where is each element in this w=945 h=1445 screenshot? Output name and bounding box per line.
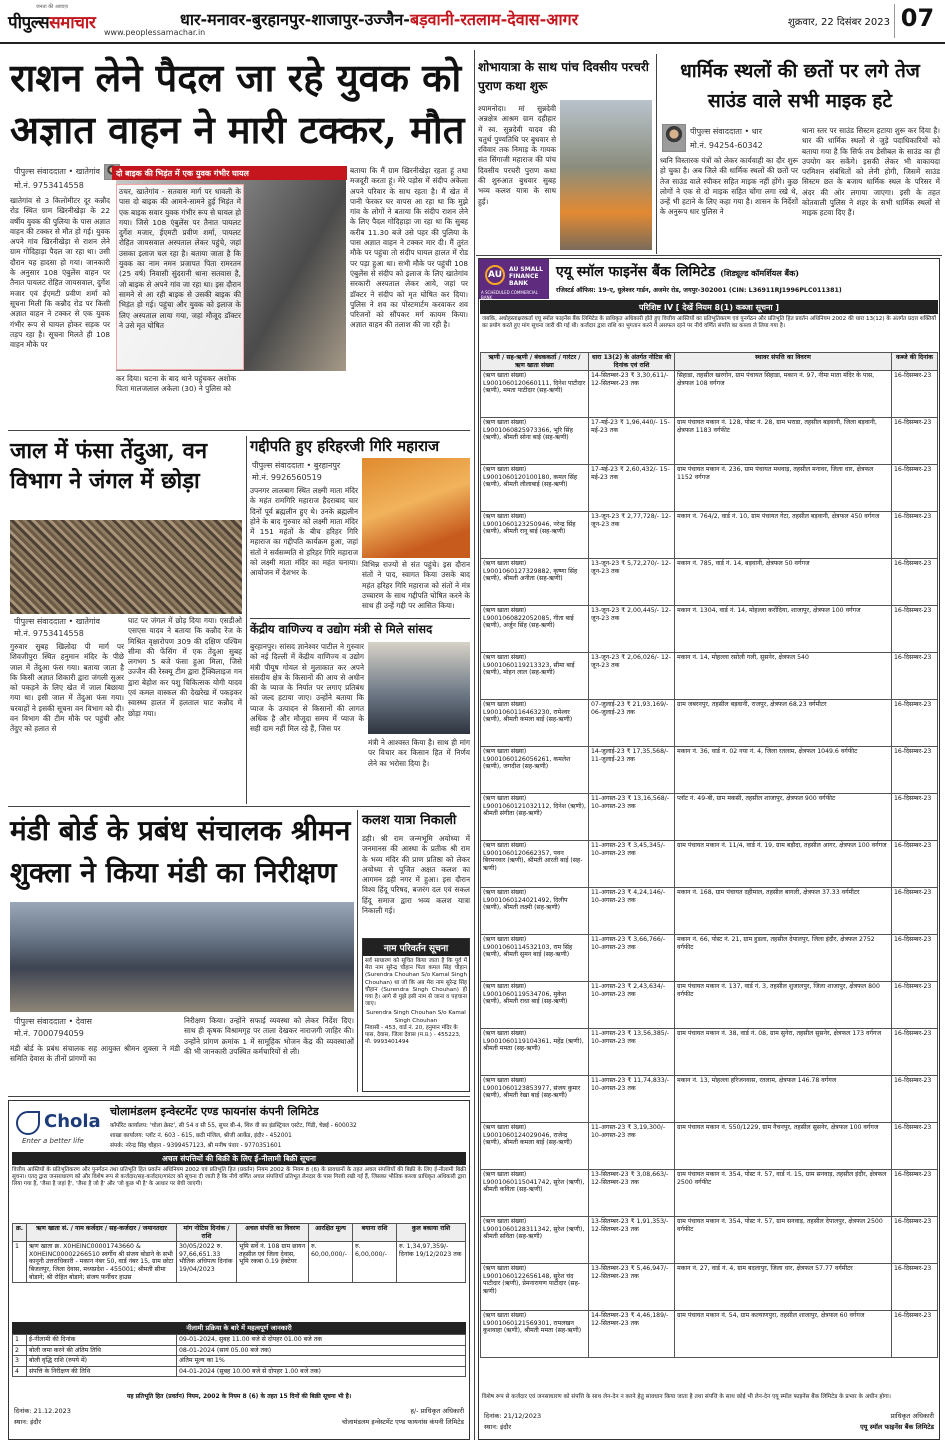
mobile-giri: मो.नं. 9926560519	[252, 473, 322, 482]
au-cell-borrower: (ऋण खाता संख्या) L9001060121032112, दिनेश (ऋणी), श्रीमती संगीता (सह-ऋणी)	[481, 794, 589, 841]
article-ration-col1: खातेगांव से 3 किलोमीटर दूर कन्नौद रोड स्थित ग्राम खिरनीखेड़ा के 22 वर्षीय युवक की पुलिया के पास अज्ञात वाहन की टक्कर से मौत हो गई। युवक अपने गांव खिरनीखेड़ा से राशन लेने ग्राम गोदिहाड़ा पैदल जा रहा था। उसी दौरान यह हादसा हो गया। जानकारी के अनुसार 108 एंबुलेंस वाहन पर तैनात पायलट रोहित जायसवाल, दुर्गेश मजार एवं ईएमटी प्रवीण शर्मा को सूचना मिली कि कन्नौद रोड पर किसी अज्ञात वाहन ने टक्कर से एक युवक गंभीर रूप से घायल होकर सड़क पर तड़प रहा है। सूचना मिलते ही 108 वाहन मौके पर	[10, 196, 110, 350]
au-cell-notice: 17-मई-23 ₹ 1,96,440/- 15-मई-23 तक	[589, 418, 675, 465]
table-row	[481, 982, 938, 1029]
au-cell-property: मकान नं. 36, वार्ड नं. 02 नया नं. 4, जिला रतलाम, क्षेत्रफल 1049.6 वर्गफीट	[675, 747, 892, 794]
table-row	[13, 1242, 466, 1283]
schedule-no: 3	[13, 1356, 27, 1367]
au-place: स्थान: इंदौर	[484, 1423, 512, 1431]
au-cell-borrower: (ऋण खाता संख्या) L9001060122656148, सुरेश चंद पाटीदार (ऋणी), प्रेमनारायण पाटीदार (सह-ऋणी)	[481, 1264, 589, 1311]
table-row	[481, 1123, 938, 1170]
au-cell-notice: 13-जून-23 ₹ 2,06,026/- 12-जून-23 तक	[589, 653, 675, 700]
article-dharmik-col2: थाना स्तर पर साउंड सिस्टम हटाया शुरू कर दिया है। धार की धार्मिक स्थलों से जुड़े पदाधिकारियों को बताया गया है कि सिर्फ तय डेसीबल के साउंड का ही उपयोग कर सकेंगे। इसकी लेकर भी वाकायदा परमिशन संबंधितों को लेनी होगी, जिसमें साउंड सिस्टम छत के बजाय धार्मिक स्थल के परिसर में अंदर की ओर लगाया जाएगा। इसी के तहत कोतवाली पुलिस ने शहर के सभी धार्मिक स्थलों से माइक हटवा दिए हैं।	[802, 126, 940, 218]
au-cell-borrower: (ऋण खाता संख्या) L9001060120660111, दिनेश पाटीदार (ऋणी), ममता पाटीदार (सह-ऋणी)	[481, 371, 589, 418]
chola-footer-note: यह प्रतिभूति हित (प्रवर्तन) नियम, 2002 के नियम 8 (6) के तहत 15 दिनों की बिक्री सूचना भी है।	[126, 1393, 352, 1400]
logo-url: www.peoplessamachar.in	[104, 28, 206, 37]
byline-mandi: पीपुल्स संवाददाता • देवास	[14, 1017, 92, 1026]
au-cell-date: 16-दिसम्बर-23	[892, 559, 938, 606]
byline-giri: पीपुल्स संवाददाता • बुरहानपुर	[252, 461, 341, 470]
logo-name	[8, 10, 95, 33]
au-logo-name: AU SMALL FINANCE BANK	[509, 266, 544, 287]
au-cell-notice: 11-अगस्त-23 ₹ 3,45,345/- 10-अगस्त-23 तक	[589, 841, 675, 888]
article-ration-col2: ठचर, खातेगांव - सतवास मार्ग पर धावली के पास दो बाइक की आमने-सामने हुई भिड़ंत में एक बाइक सवार युवक गंभीर रूप से घायल हो गया। जिसे 108 एंबुलेंस पर तैनात पायलट दुर्गेश मजार, ईएमटी प्रवीण शर्मा, पायलट रोहित जायसवाल अस्पताल लेकर पहुंचे, जहां उसका इलाज चल रहा है। बताया जाता है कि युवक का नाम नमन प्रजापत पिता रामरतन (25 वर्ष) निवासी सुंदरानी थाना सतवास है, जो बाइक से अपने गांव जा रहा था। इस दौरान सामने से आ रही बाइक से उसकी बाइक की भिड़ंत हो गई। पहुंचा और युवक को इलाज के लिए अस्पताल लाया गया, जहां मौजूद डॉक्टर ने उसे मृत घोषित	[116, 184, 244, 370]
subhead-box: दो बाइक की भिड़ंत में एक युवक गंभीर घायल	[112, 166, 347, 180]
article-shobhayatra-col1: श्यामनोदा। मां सुन्नदेवी अन्नक्षेत्र आश्रम ग्राम दहीहार में स्व. सुन्नदेवी यादव की चतुर्थ पुण्यतिथि पर बुधवार से रविवार तक निमाड़ के गायक संत सिंगाजी महाराज की पांच दिवसीय परचरी पुराण कथा की शुरुआत बुधवार सुबह भव्य कलश यात्रा के साथ हुई।	[478, 104, 556, 206]
article-ration-col3: बताया कि मैं ग्राम खिरनीखेड़ा रहता हूं तथा मजदूरी करता हूं। मेरे पड़ोस में संदीप अकेला अपने परिवार के साथ रहता है। मैं खेत में पानी फेरकर घर वापस आ रहा था कि मुझे गांव के लोगों ने बताया कि संदीप राशन लेने के लिए पैदल गोदिहाड़ा जा रहा था कि सुबह करीब 11.30 बजे उसे पहर की पुलिया के पास अज्ञात वाहन ने टक्कर मार दी। मैं तुरंत मौके पर पहुंचा तो संदीप घायल हालत में रोड पर पड़ा हुआ था। सभी मौके पर पहुंची 108 एंबुलेंस से संदीप को इलाज के लिए खातेगांव सरकारी अस्पताल लेकर आये, जहां पर डॉक्टर ने संदीप को मृत घोषित कर दिया। पुलिस ने शव का पोस्टमार्टम करवाकर शव परिजनों को सौंपकर मर्ग कायम किया। अज्ञात वाहन की तलाश की जा रही है।	[350, 166, 468, 330]
divider	[246, 436, 247, 804]
au-cell-borrower: (ऋण खाता संख्या) L9001060119534706, मुकेश (ऋणी), श्रीमती राधा बाई (सह-ऋणी)	[481, 982, 589, 1029]
au-cell-borrower: (ऋण खाता संख्या) L9001060121569301, रामलखन कुशवाहा (ऋणी), श्रीमती ममता (सह-ऋणी)	[481, 1311, 589, 1358]
name-change-title: नाम परिवर्तन सूचना	[363, 939, 469, 956]
chola-branch: शाखा कार्यालय: प्लॉट नं. 603 - 615, छठी मंजिल, श्रीजी आर्केड, इंदौर - 452001	[110, 1133, 292, 1139]
au-cell-property: मकान नं. 764/2, वार्ड नं. 10, ग्राम पंचायत गेटा, तहसील बड़वानी, क्षेत्रफल 450 वर्गगज	[675, 512, 892, 559]
au-cell-property: ग्राम पंचायत मकान नं. 354, पोस्ट नं. 57, वार्ड नं. 15, ग्राम सनवाड़, तहसील इंदौर, क्षेत्रफल 2500 वर्गफीट	[675, 1170, 892, 1217]
au-cell-borrower: (ऋण खाता संख्या) L9001060123853977, संजय कुमार (ऋणी), श्रीमती रेखा बाई (सह-ऋणी)	[481, 1076, 589, 1123]
au-cell-notice: 13-जून-23 ₹ 5,72,270/- 12-जून-23 तक	[589, 559, 675, 606]
article-ration-bottom: कर दिया। घटना के बाद थाने पहुंचकर अशोक पिता मालजलाल अकेला (30) ने पुलिस को	[116, 374, 236, 394]
chola-th-borrower: ऋण खाता सं. / नाम कर्जदार / सह-कर्जदार / जमानतदार	[27, 1224, 177, 1242]
mandi-photo	[10, 902, 354, 1012]
table-row	[481, 935, 938, 982]
au-cell-property: मकान नं. 13, मोहल्ला हरिजनवास, रतलाम, क्षेत्रफल 146.78 वर्गगज	[675, 1076, 892, 1123]
au-cell-property: मकान नं. 168, ग्राम पंचायत दहीमाल, तहसील बागली, क्षेत्रफल 37.33 वर्गमीटर	[675, 888, 892, 935]
schedule-label: ई-नीलामी की दिनांक	[27, 1335, 177, 1346]
au-cell-borrower: (ऋण खाता संख्या) L9001060114532103, राम सिंह (ऋणी), श्रीमती सुमन बाई (सह-ऋणी)	[481, 935, 589, 982]
headline-minister: केंद्रीय वाणिज्य व उद्योग मंत्री से मिले सांसद	[250, 622, 433, 636]
divider	[8, 806, 470, 807]
au-cell-date: 16-दिसम्बर-23	[892, 794, 938, 841]
au-date: दिनांक: 21/12/2023	[484, 1412, 542, 1420]
divider	[476, 255, 942, 256]
table-row	[481, 512, 938, 559]
chola-mark-icon	[16, 1111, 40, 1135]
mobile-dharmik: मो.नं. 94254-60342	[690, 141, 763, 150]
divider	[357, 810, 358, 1092]
au-cell-notice: 07-जुलाई-23 ₹ 21,93,169/- 06-जुलाई-23 तक	[589, 700, 675, 747]
au-cell-property: ग्राम पंचायत मकान नं. 54, ग्राम कल्याणपुरा, तहसील शाजापुर, क्षेत्रफल 60 वर्गगज	[675, 1311, 892, 1358]
page-number: 07	[894, 4, 940, 38]
saint-photo	[362, 458, 470, 558]
chola-demand: 30/05/2022 रु. 97,66,651.33	[179, 1243, 223, 1258]
au-cell-property: प्लॉट नं. 49-बी, ग्राम मकसी, तहसील शाजापुर, क्षेत्रफल 900 वर्गफीट	[675, 794, 892, 841]
au-title	[556, 262, 936, 282]
logo-part1: पीपुल्स	[8, 13, 50, 33]
headline-ration: राशन लेने पैदल जा रहे युवक को अज्ञात वाहन ने मारी टक्कर, मौत	[10, 55, 465, 152]
chola-cell-demand	[177, 1242, 237, 1283]
minister-photo	[368, 642, 470, 734]
au-cell-date: 16-दिसम्बर-23	[892, 935, 938, 982]
au-logo-tag: A SCHEDULED COMMERCIAL BANK	[481, 290, 538, 300]
au-cell-property: मकान नं. 66, पोस्ट नं. 21, ग्राम हुडला, तहसील देपालपुर, जिला इंदौर, क्षेत्रफल 2752 वर्गफीट	[675, 935, 892, 982]
table-row	[481, 1029, 938, 1076]
masthead	[0, 0, 945, 44]
au-address: रजिस्टर्ड ऑफिस: 19-ए, धुलेश्वर गार्डन, अजमेर रोड, जयपुर-302001 (CIN: L36911RJ1996PLC011381)	[556, 287, 842, 294]
au-cell-date: 16-दिसम्बर-23	[892, 465, 938, 512]
au-cell-property: ग्राम पंचायत मकान नं. 354, पोस्ट नं. 57, ग्राम सनवाड़, तहसील देपालपुर, क्षेत्रफल 2500 वर्गफीट	[675, 1217, 892, 1264]
chola-th-property: अचल संपत्ति का विवरण	[237, 1224, 309, 1242]
table-row	[481, 700, 938, 747]
table-row	[13, 1356, 466, 1367]
article-giri-col2: विभिन्न राज्यों से संत पहुंचे। इस दौरान संतों ने पाद, स्वागत किया उसके बाद महंत हरिहर गिरि महाराज को संतों ने मंत्र उच्चारण के साथ गद्दीपति घोषित करने के साथ ही उन्हें गद्दी पर आसित किया।	[362, 560, 470, 611]
au-signatory: प्राधिकृत अधिकारी	[890, 1412, 934, 1420]
headline-giri: गद्दीपति हुए हरिहरजी गिरि महाराज	[250, 437, 440, 455]
schedule-label: बोली वृद्धि राशि (रुपये में)	[27, 1356, 177, 1367]
byline-tendua: पीपुल्स संवाददाता • खातेगांव	[14, 617, 100, 626]
table-row	[481, 371, 938, 418]
au-title-main: एयू स्मॉल फाइनेंस बैंक लिमिटेड	[556, 264, 716, 280]
chola-logo	[16, 1109, 104, 1147]
au-cell-date: 16-दिसम्बर-23	[892, 888, 938, 935]
chola-th-outstanding: कुल बकाया राशि	[397, 1224, 466, 1242]
au-signatory-company: एयू स्मॉल फाइनेंस बैंक लिमिटेड	[860, 1423, 934, 1431]
au-cell-property: ग्राम पंचायत मकान नं. 550/1229, ग्राम नैचनपुर, तहसील सुसनेर, क्षेत्रफल 100 वर्गगज	[675, 1123, 892, 1170]
chola-th-reserve: आरक्षित मूल्य	[309, 1224, 353, 1242]
au-th-date: कब्जे की दिनांक	[892, 353, 938, 371]
au-th-borrower: ऋणी / सह-ऋणी / बंधककर्ता / गारंटर / ऋण खाता संख्या	[481, 353, 589, 371]
au-cell-notice: 14-जुलाई-23 ₹ 17,35,568/- 11-जुलाई-23 तक	[589, 747, 675, 794]
table-row	[481, 465, 938, 512]
schedule-value: 04-01-2024 (सुबह 10.00 बजे से दोपहर 1.00 बजे तक)	[177, 1366, 466, 1377]
au-cell-property: सिहाडा, तहसील खरगोन, ग्राम पंचायत सिहाडा, मकान नं. 97, नीमा माता मंदिर के पास, क्षेत्रफल 108 वर्गगज	[675, 371, 892, 418]
au-cell-borrower: (ऋण खाता संख्या) L9001060116463230, रामेश्वर (ऋणी), श्रीमती कमला बाई (सह-ऋणी)	[481, 700, 589, 747]
article-dharmik-col1: ध्वनि विस्तारक यंत्रों को लेकर कार्यवाही का दौर शुरू हो चुका है। अब जिले की धार्मिक स्थलों की छतों पर तेज साउंड वाले स्पीकर सहित माइक नहीं होंगे। कुछ लोगों ने एक से दो माइक सहित चोंगा लगा रखे थे, उन्हें भी हटाने के लिए कहा गया है। शासन के निर्देशों के अनुरूप धार पुलिस ने	[660, 156, 798, 217]
au-th-notice: धारा 13(2) के अंतर्गत नोटिस की दिनांक एवं राशि	[589, 353, 675, 371]
au-cell-borrower: (ऋण खाता संख्या) L9001060825973366, भूरि सिंह (ऋणी), श्रीमती सोना बाई (सह-ऋणी)	[481, 418, 589, 465]
mobile-mandi: मो.नं. 7000794059	[14, 1029, 84, 1038]
au-cell-notice: 13-सितम्बर-23 ₹ 5,46,947/- 12-सितम्बर-23 तक	[589, 1264, 675, 1311]
leopard-photo	[10, 520, 242, 614]
table-row	[481, 1264, 938, 1311]
au-cell-date: 16-दिसम्बर-23	[892, 841, 938, 888]
au-cell-date: 16-दिसम्बर-23	[892, 512, 938, 559]
chola-cell-no: 1	[13, 1242, 27, 1283]
article-minister-col1: बुरहानपुर। सांसद ज्ञानेश्वर पाटील ने गुरुवार को नई दिल्ली में केंद्रीय वाणिज्य व उद्योग मंत्री पीयूष गोयल से मुलाकात कर अपने संसदीय क्षेत्र के किसानों की आय से अधीन की के प्याज के निर्यात पर लगाए प्रतिबंध को जल्द हटाया जाए। उन्होंने बताया कि प्याज के उत्पादन से किसानों की लागत अधिक है और मौजूदा समय में प्याज के सही दाम नहीं मिल रहे हैं, जिस पर	[250, 642, 364, 734]
byline-ration: पीपुल्स संवाददाता • खातेगांव	[14, 167, 100, 176]
article-giri-col1: उपनगर लालबाग स्थित लक्ष्मी माता मंदिर के महंत रामगिरि महाराज हैदराबाद चार दिनों पूर्व ब्रह्मलीन हुए थे। उनके ब्रह्मलीन होने के बाद गुरुवार को लक्ष्मी माता मंदिर में 151 महंतों के बीच हरिहर गिरि महाराज का गद्दीपति कार्यक्रम हुआ, जहां संतों ने सर्वसम्मति से हरिहर गिरि महाराज को लक्ष्मी माता मंदिर का महंत चनाया। आयोजन में देशभर के	[250, 486, 358, 578]
chola-cell-borrower: ऋण खाता क्र. X0HEINC00001743660 & X0HEINC00002266510 स्वर्गीय श्री संजय बोडाने के सभी कानूनी उत्तराधिकारी - मकान नंबर 50, वार्ड नंबर 15, ग्राम छोटा बिजलपुर, जिला देवास, मध्यप्रदेश - 455001; श्रीमती सीमा बोडाने; श्री रोहित बोडाने; संजय फर्नीचर हाउस	[27, 1242, 177, 1283]
au-cell-notice: 14-सितम्बर-23 ₹ 3,30,611/- 12-सितम्बर-23 तक	[589, 371, 675, 418]
name-change-signature: Surendra Singh Chouhan S/o Kamal Singh Chouhan	[366, 1010, 466, 1024]
chola-schedule-table	[12, 1334, 466, 1386]
au-cell-notice: 13-सितम्बर-23 ₹ 3,08,663/- 12-सितम्बर-23 तक	[589, 1170, 675, 1217]
au-cell-notice: 11-अगस्त-23 ₹ 3,19,300/- 10-अगस्त-23 तक	[589, 1123, 675, 1170]
au-cell-notice: 11-अगस्त-23 ₹ 3,66,766/- 10-अगस्त-23 तक	[589, 935, 675, 982]
table-row	[481, 888, 938, 935]
chola-possession: भौतिक अधिपत्य दिनांक 19/04/2023	[179, 1258, 233, 1273]
divider	[8, 430, 470, 431]
au-possession-table	[480, 352, 938, 1392]
schedule-no: 2	[13, 1345, 27, 1356]
headline-dharmik: धार्मिक स्थलों की छतों पर लगे तेज साउंड वाले सभी माइक हटे	[680, 60, 920, 112]
au-cell-property: ग्राम जबरनपुर, तहसील बड़वानी, राजपुर, क्षेत्रफल 68.23 वर्गमीटर	[675, 700, 892, 747]
au-cell-property: मकान नं. 14, मोहल्ला रसोली गली, सुसनेर, क्षेत्रफल 540	[675, 653, 892, 700]
chola-logo-tagline: Enter a better life	[22, 1137, 84, 1145]
au-cell-date: 16-दिसम्बर-23	[892, 1264, 938, 1311]
au-cell-date: 16-दिसम्बर-23	[892, 747, 938, 794]
au-cell-notice: 11-अगस्त-23 ₹ 2,43,634/- 10-अगस्त-23 तक	[589, 982, 675, 1029]
au-cell-borrower: (ऋण खाता संख्या) L9001060115041742, सुरेश (ऋणी), श्रीमती कविता (सह-ऋणी)	[481, 1170, 589, 1217]
headline-kalash: कलश यात्रा निकाली	[362, 813, 457, 828]
au-cell-date: 16-दिसम्बर-23	[892, 653, 938, 700]
au-cell-property: मकान नं. 1304, वार्ड नं. 14, मोहल्ला करोंदिया, शाजापुर, क्षेत्रफल 100 वर्गगज	[675, 606, 892, 653]
schedule-value: 08-01-2024 (सायं 05.00 बजे तक)	[177, 1345, 466, 1356]
au-cell-borrower: (ऋण खाता संख्या) L9001060822052085, गीता बाई (ऋणी), अर्जुन सिंह (सह-ऋणी)	[481, 606, 589, 653]
au-footer: विशेष रूप से कर्जदार एवं जनसाधारण को संपत्ति के साथ लेन-देन न करने हेतु सावधान किया जाता है तथा संपत्ति के साथ कोई भी लेन-देन एयू स्मॉल फाइनेंस बैंक लिमिटेड के प्रभार के अधीन होगा।	[482, 1394, 891, 1400]
au-cell-property: ग्राम पंचायत मकान नं. 137, वार्ड नं. 3, तहसील शुजालपुर, जिला शाजापुर, क्षेत्रफल 800 वर्गफीट	[675, 982, 892, 1029]
au-cell-borrower: (ऋण खाता संख्या) L9001060120100180, कमल सिंह (ऋणी), श्रीमती लीलाबाई (सह-ऋणी)	[481, 465, 589, 512]
schedule-label: बोली जमा करने की अंतिम तिथि	[27, 1345, 177, 1356]
schedule-value: 09-01-2024, सुबह 11.00 बजे से दोपहर 01.00 बजे तक	[177, 1335, 466, 1346]
au-cell-notice: 14-सितम्बर-23 ₹ 4,46,189/- 12-सितम्बर-23 तक	[589, 1311, 675, 1358]
name-change-address: निवासी - 453, वार्ड नं. 20, हनुमान मंदिर के पास, देवास, जिला देवास (म.प्र.) - 455223, मो. 9993401494	[365, 1024, 461, 1046]
au-cell-property: मकान नं. 785, वार्ड नं. 14, बड़वानी, क्षेत्रफल 50 वर्गगज	[675, 559, 892, 606]
newspaper-logo	[8, 4, 206, 40]
au-cell-date: 16-दिसम्बर-23	[892, 1123, 938, 1170]
au-cell-borrower: (ऋण खाता संख्या) L9001060119104361, महेंद्र (ऋणी), श्रीमती ममता (सह-ऋणी)	[481, 1029, 589, 1076]
byline-dharmik: पीपुल्स संवाददाता • धार	[690, 127, 763, 136]
logo-part2: समाचार	[49, 13, 96, 33]
au-logo-mark: AU	[485, 265, 505, 285]
headline-tendua: जाल में फंसा तेंदुआ, वन विभाग ने जंगल में छोड़ा	[10, 438, 208, 494]
au-appendix: परिशिष्ट IV [ देखें नियम 8(1) कब्जा सूचना ]	[480, 300, 938, 314]
headline-shobhayatra: शोभायात्रा के साथ पांच दिवसीय परचरी पुराण कथा शुरू	[478, 60, 649, 93]
table-row	[481, 418, 938, 465]
au-title-sub: (शिड्यूल्ड कॉमर्शियल बैंक)	[720, 268, 800, 278]
au-intro: जबकि, अधोहस्ताक्षरकर्ता एयू स्मॉल फाइनेंस बैंक लिमिटेड के प्राधिकृत अधिकारी होते हुए वित्तीय आस्तियों का प्रतिभूतिकरण एवं पुनर्गठन और प्रतिभूति हित प्रवर्तन अधिनियम 2002 की धारा 13(12) के अंतर्गत प्रदत्त शक्तियों का प्रयोग करते हुए मांग सूचना जारी की गई थी। कर्जदार द्वारा राशि का भुगतान करने में असफल रहने पर नीचे वर्णित संपत्ति का कब्जा ले लिया गया है।	[482, 316, 936, 329]
chola-cell-reserve: रु. 60,00,000/-	[309, 1242, 353, 1283]
mobile-ration: मो.नं. 9753414558	[14, 181, 84, 190]
chola-notice-title: अचल संपत्तियों की बिक्री के लिए ई-नीलामी बिक्री सूचना	[12, 1152, 466, 1165]
au-cell-notice: 11-अगस्त-23 ₹ 11,74,833/- 10-अगस्त-23 तक	[589, 1076, 675, 1123]
au-cell-date: 16-दिसम्बर-23	[892, 1170, 938, 1217]
table-row	[481, 559, 938, 606]
reporter-photo	[662, 124, 686, 152]
chola-th-demand: मांग नोटिस दिनांक / राशि	[177, 1224, 237, 1242]
chola-signatory-company: चोलामंडलम इन्वेस्टमेंट एण्ड फायनांस कंपनी लिमिटेड	[341, 1418, 464, 1426]
au-cell-date: 16-दिसम्बर-23	[892, 1217, 938, 1264]
au-logo	[479, 259, 549, 299]
chola-cell-property: भूमि सर्वे नं. 108 ग्राम छायन तहसील एवं जिला देवास, भूमि रकबा 0.19 हेक्टेयर	[237, 1242, 309, 1283]
au-cell-property: ग्राम पंचायत मकान नं. 11/4, वार्ड नं. 19, ग्राम बड़ौदा, तहसील आगर, क्षेत्रफल 100 वर्गगज	[675, 841, 892, 888]
chola-signatory: ह/- प्राधिकृत अधिकारी	[410, 1407, 464, 1415]
au-cell-borrower: (ऋण खाता संख्या) L9001060126056261, कमलेश (ऋणी), जगदीश (सह-ऋणी)	[481, 747, 589, 794]
au-cell-date: 16-दिसम्बर-23	[892, 418, 938, 465]
au-cell-borrower: (ऋण खाता संख्या) L9001060120662357, पवन बिरमनवार (ऋणी), श्रीमती आरती बाई (सह-ऋणी)	[481, 841, 589, 888]
au-cell-notice: 13-जून-23 ₹ 2,00,445/- 12-जून-23 तक	[589, 606, 675, 653]
au-cell-property: मकान नं. 27, वार्ड नं. 4, ग्राम बदलापुर, जिला धार, क्षेत्रफल 57.77 वर्गमीटर	[675, 1264, 892, 1311]
au-cell-date: 16-दिसम्बर-23	[892, 982, 938, 1029]
column-divider	[474, 50, 475, 1440]
table-row	[481, 1076, 938, 1123]
article-tendua-col2: घाट पर जंगल में छोड़ दिया गया। एसडीओ एसएस यादव ने बताया कि कन्नौद रेंज के मिश्रित वृक्षारोपण 309 की दक्षिण पश्चिम सीमा की फेंसिंग में एक तेंदुआ सुबह लगभग 5 बजे फंसा हुआ मिला, जिसे उज्जैन की रेस्क्यू टीम द्वारा ट्रैंक्विलाइज गन द्वारा बेहोश कर पशु चिकित्सक योगी यादव एवं कमल वास्कल की देखरेख में पकड़कर स्वास्थ्य हालत में हलताल घाट कन्नौद में छोड़ा गया।	[128, 616, 242, 718]
schedule-no: 1	[13, 1335, 27, 1346]
au-cell-borrower: (ऋण खाता संख्या) L9001060124021492, दिलीप (ऋणी), श्रीमती लक्ष्मी (सह-ऋणी)	[481, 888, 589, 935]
chola-place: स्थान: इंदौर	[14, 1418, 42, 1426]
chola-intro: वित्तीय आस्तियों के प्रतिभूतिकरण और पुनर्गठन तथा प्रतिभूति हित प्रवर्तन अधिनियम 2002 एवं प्रतिभूति हित (प्रवर्तन) नियम 2002 के नियम 8 (6) के प्रावधानों के तहत अचल संपत्तियों की बिक्री के लिए ई-नीलामी बिक्री सूचना। एतद् द्वारा जनसाधारण को और विशेष रूप से कर्जदार/सह-कर्जदार/गारंटर को सूचना दी जाती है कि नीचे वर्णित अचल संपत्तियाँ प्रतिभूत लेनदार के पास गिरवी रखी गई हैं, जिसका भौतिक कब्जा प्राधिकृत अधिकारी द्वारा लिया गया है, 'जैसा है जहां है', 'जैसा है जो है' और 'जो कुछ भी है' के आधार पर बेची जाएगी।	[12, 1167, 466, 1187]
table-row	[481, 794, 938, 841]
schedule-no: 4	[13, 1366, 27, 1377]
headline-mandi: मंडी बोर्ड के प्रबंध संचालक श्रीमन शुक्ला ने किया मंडी का निरीक्षण	[10, 814, 351, 889]
chola-address: कॉर्पोरेट कार्यालय: 'चोला क्रेस्ट', सी 54 व सी 55, सुपर बी-4, थिरु वी का इंडस्ट्रियल एस्टेट, गिंडी, चेन्नई - 600032	[110, 1123, 357, 1129]
chola-cell-outstanding: रु. 1,34,97,359/- दिनांक 19/12/2023 तक	[397, 1242, 466, 1283]
chola-logo-word: Chola	[44, 1111, 101, 1132]
table-row	[481, 653, 938, 700]
table-row	[481, 1170, 938, 1217]
au-cell-property: ग्राम पंचायत मकान नं. 38, वार्ड नं. 08, ग्राम सुनेरा, तहसील सुसनेर, क्षेत्रफल 173 वर्गगज	[675, 1029, 892, 1076]
au-th-property: स्थावर संपत्ति का विवरण	[675, 353, 892, 371]
mobile-tendua: मो.नं. 9753414558	[14, 629, 84, 638]
au-cell-notice: 11-अगस्त-23 ₹ 13,56,385/- 10-अगस्त-23 तक	[589, 1029, 675, 1076]
table-row	[13, 1345, 466, 1356]
chola-contact: संपर्क: नरेन्द्र सिंह चौहान - 9399457123, श्री मनीष पंवार - 9770351601	[110, 1143, 282, 1149]
table-row	[481, 606, 938, 653]
au-cell-borrower: (ऋण खाता संख्या) L9001060119213323, सीमा बाई (ऋणी), मोहन लाल (सह-ऋणी)	[481, 653, 589, 700]
edition-cities	[180, 8, 710, 36]
name-change-text: सर्व साधारण को सूचित किया जाता है कि पूर्व में मेरा नाम सुरेन्द्र चौहान पिता कमल सिंह चौहान (Surendra Chouhan S/o Kamal Singh Chouhan) था जो कि अब मेरा नाम सुरेन्द्र सिंह चौहान (Surendra Singh Chouhan) हो गया है। आगे से मुझे इसी नाम से जाना व पहचाना जाए।	[365, 958, 467, 1008]
au-cell-notice: 11-अगस्त-23 ₹ 4,24,146/- 10-अगस्त-23 तक	[589, 888, 675, 935]
table-row	[13, 1366, 466, 1377]
chola-th-no: क्र.	[13, 1224, 27, 1242]
chola-cell-emd: रु. 6,00,000/-	[353, 1242, 397, 1283]
schedule-label: संपत्ति के निरीक्षण की तिथि	[27, 1366, 177, 1377]
divider	[656, 54, 657, 254]
au-cell-borrower: (ऋण खाता संख्या) L9001060124029046, राजेन्द्र (ऋणी), श्रीमती कमला बाई (सह-ऋणी)	[481, 1123, 589, 1170]
table-row	[13, 1335, 466, 1346]
logo-tagline: जनता की आवाज़	[36, 4, 68, 10]
cities-black: धार-मनावर-बुरहानपुर-शाजापुर-उज्जैन-	[180, 10, 410, 29]
chola-schedule-title: नीलामी प्रक्रिया के बारे में महत्वपूर्ण जानकारी	[12, 1322, 466, 1334]
article-minister-col2: मंत्री ने आश्वस्त किया है। साथ ही मांग पर विचार कर किसान हित में निर्णय लेने का भरोसा दिया है।	[368, 738, 470, 768]
au-cell-borrower: (ऋण खाता संख्या) L9001060123250946, नरेन्द्र सिंह (ऋणी), श्रीमती रानू बाई (सह-ऋणी)	[481, 512, 589, 559]
au-cell-notice: 11-अगस्त-23 ₹ 13,16,568/- 10-अगस्त-23 तक	[589, 794, 675, 841]
au-cell-date: 16-दिसम्बर-23	[892, 1029, 938, 1076]
au-cell-notice: 13-जून-23 ₹ 2,77,728/- 12-जून-23 तक	[589, 512, 675, 559]
chola-th-emd: बयाना राशि	[353, 1224, 397, 1242]
table-row	[481, 841, 938, 888]
issue-date: शुक्रवार, 22 दिसंबर 2023	[787, 17, 890, 28]
cities-red: बड़वानी-रतलाम-देवास-आगर	[409, 10, 579, 29]
article-mandi-col2: निरीक्षण किया। उन्होंने सफाई व्यवस्था को लेकर निर्देश दिए। साथ ही कृषक विश्रामगृह पर ताला देखकर नाराजगी जाहिर की। उन्होंने प्रांगण क्रमांक 1 में सामूहिक भोजन केंद्र की व्यवस्थाओं की भी जानकारी उपस्थित कर्मचारियों से ली।	[184, 1016, 354, 1056]
au-cell-date: 16-दिसम्बर-23	[892, 700, 938, 747]
au-cell-date: 16-दिसम्बर-23	[892, 371, 938, 418]
table-row	[481, 1311, 938, 1358]
article-tendua-col1: गुरुवार सुबह खिलोदा पी मार्ग पर शिवजीपुरा स्थित हनुमान मंदिर के पीछे जाल में तेंदुआ फंस गया। बताया जाता है कि किसी अज्ञात शिकारी द्वारा जंगली सुअर को पकड़ने के लिए खेत में जाल बिछाया गया था। इसी जाल में तेंदुआ फंस गया। चरवाहों ने इसकी सूचना वन विभाग को दी। वन विभाग की टीम मौके पर पहुंची और तेंदुए को हलात से	[10, 642, 124, 734]
au-cell-date: 16-दिसम्बर-23	[892, 1311, 938, 1358]
name-change-notice	[362, 938, 470, 1092]
chola-company: चोलामंडलम इन्वेस्टमेंट एण्ड फायनांस कंपनी लिमिटेड	[110, 1105, 319, 1118]
au-cell-notice: 17-मई-23 ₹ 2,60,432/- 15-मई-23 तक	[589, 465, 675, 512]
procession-photo	[560, 100, 652, 250]
article-kalash-col1: डही। श्री राम जन्मभूमि अयोध्या में जनमानस की आस्था के प्रतीक श्री राम के भव्य मंदिर की प्राण प्रतिष्ठा को लेकर अयोध्या से पूजित अक्षत कलश का आगमन डही नगर में हुआ। इस दौरान विश्व हिंदू परिषद, बजरंग दल एवं सकल हिंदू समाज द्वारा भव्य कलश यात्रा निकाली गई।	[362, 834, 470, 916]
table-row	[481, 747, 938, 794]
table-row	[481, 1217, 938, 1264]
au-cell-date: 16-दिसम्बर-23	[892, 1076, 938, 1123]
au-cell-notice: 13-सितम्बर-23 ₹ 1,91,353/- 12-सितम्बर-23 तक	[589, 1217, 675, 1264]
au-cell-date: 16-दिसम्बर-23	[892, 606, 938, 653]
divider	[8, 1096, 470, 1097]
au-cell-property: ग्राम पंचायत मकान नं. 128, पोस्ट नं. 28, ग्राम भराडा, तहसील बड़वानी, जिला बड़वानी, क्षेत्रफल 1183 वर्गफीट	[675, 418, 892, 465]
article-mandi-col1: मंडी बोर्ड के प्रबंध संचालक सह आयुक्त श्रीमन शुक्ला ने मंडी समिति देवास के तीनों प्रांगणों का	[10, 1044, 180, 1064]
au-cell-property: ग्राम पंचायत मकान नं. 236, ग्राम पंचायत मथवाड़, तहसील मनावर, जिला धार, क्षेत्रफल 1152 वर्गगज	[675, 465, 892, 512]
schedule-value: अंतिम मूल्य का 1%	[177, 1356, 466, 1367]
au-cell-borrower: (ऋण खाता संख्या) L9001060128311342, सुरेश (ऋणी), श्रीमती सविता (सह-ऋणी)	[481, 1217, 589, 1264]
divider	[250, 618, 470, 619]
chola-property-table	[12, 1223, 466, 1319]
au-cell-borrower: (ऋण खाता संख्या) L9001060127329882, कृष्णा सिंह (ऋणी), श्रीमती अनीता (सह-ऋणी)	[481, 559, 589, 606]
chola-date: दिनांक: 21.12.2023	[14, 1407, 71, 1415]
